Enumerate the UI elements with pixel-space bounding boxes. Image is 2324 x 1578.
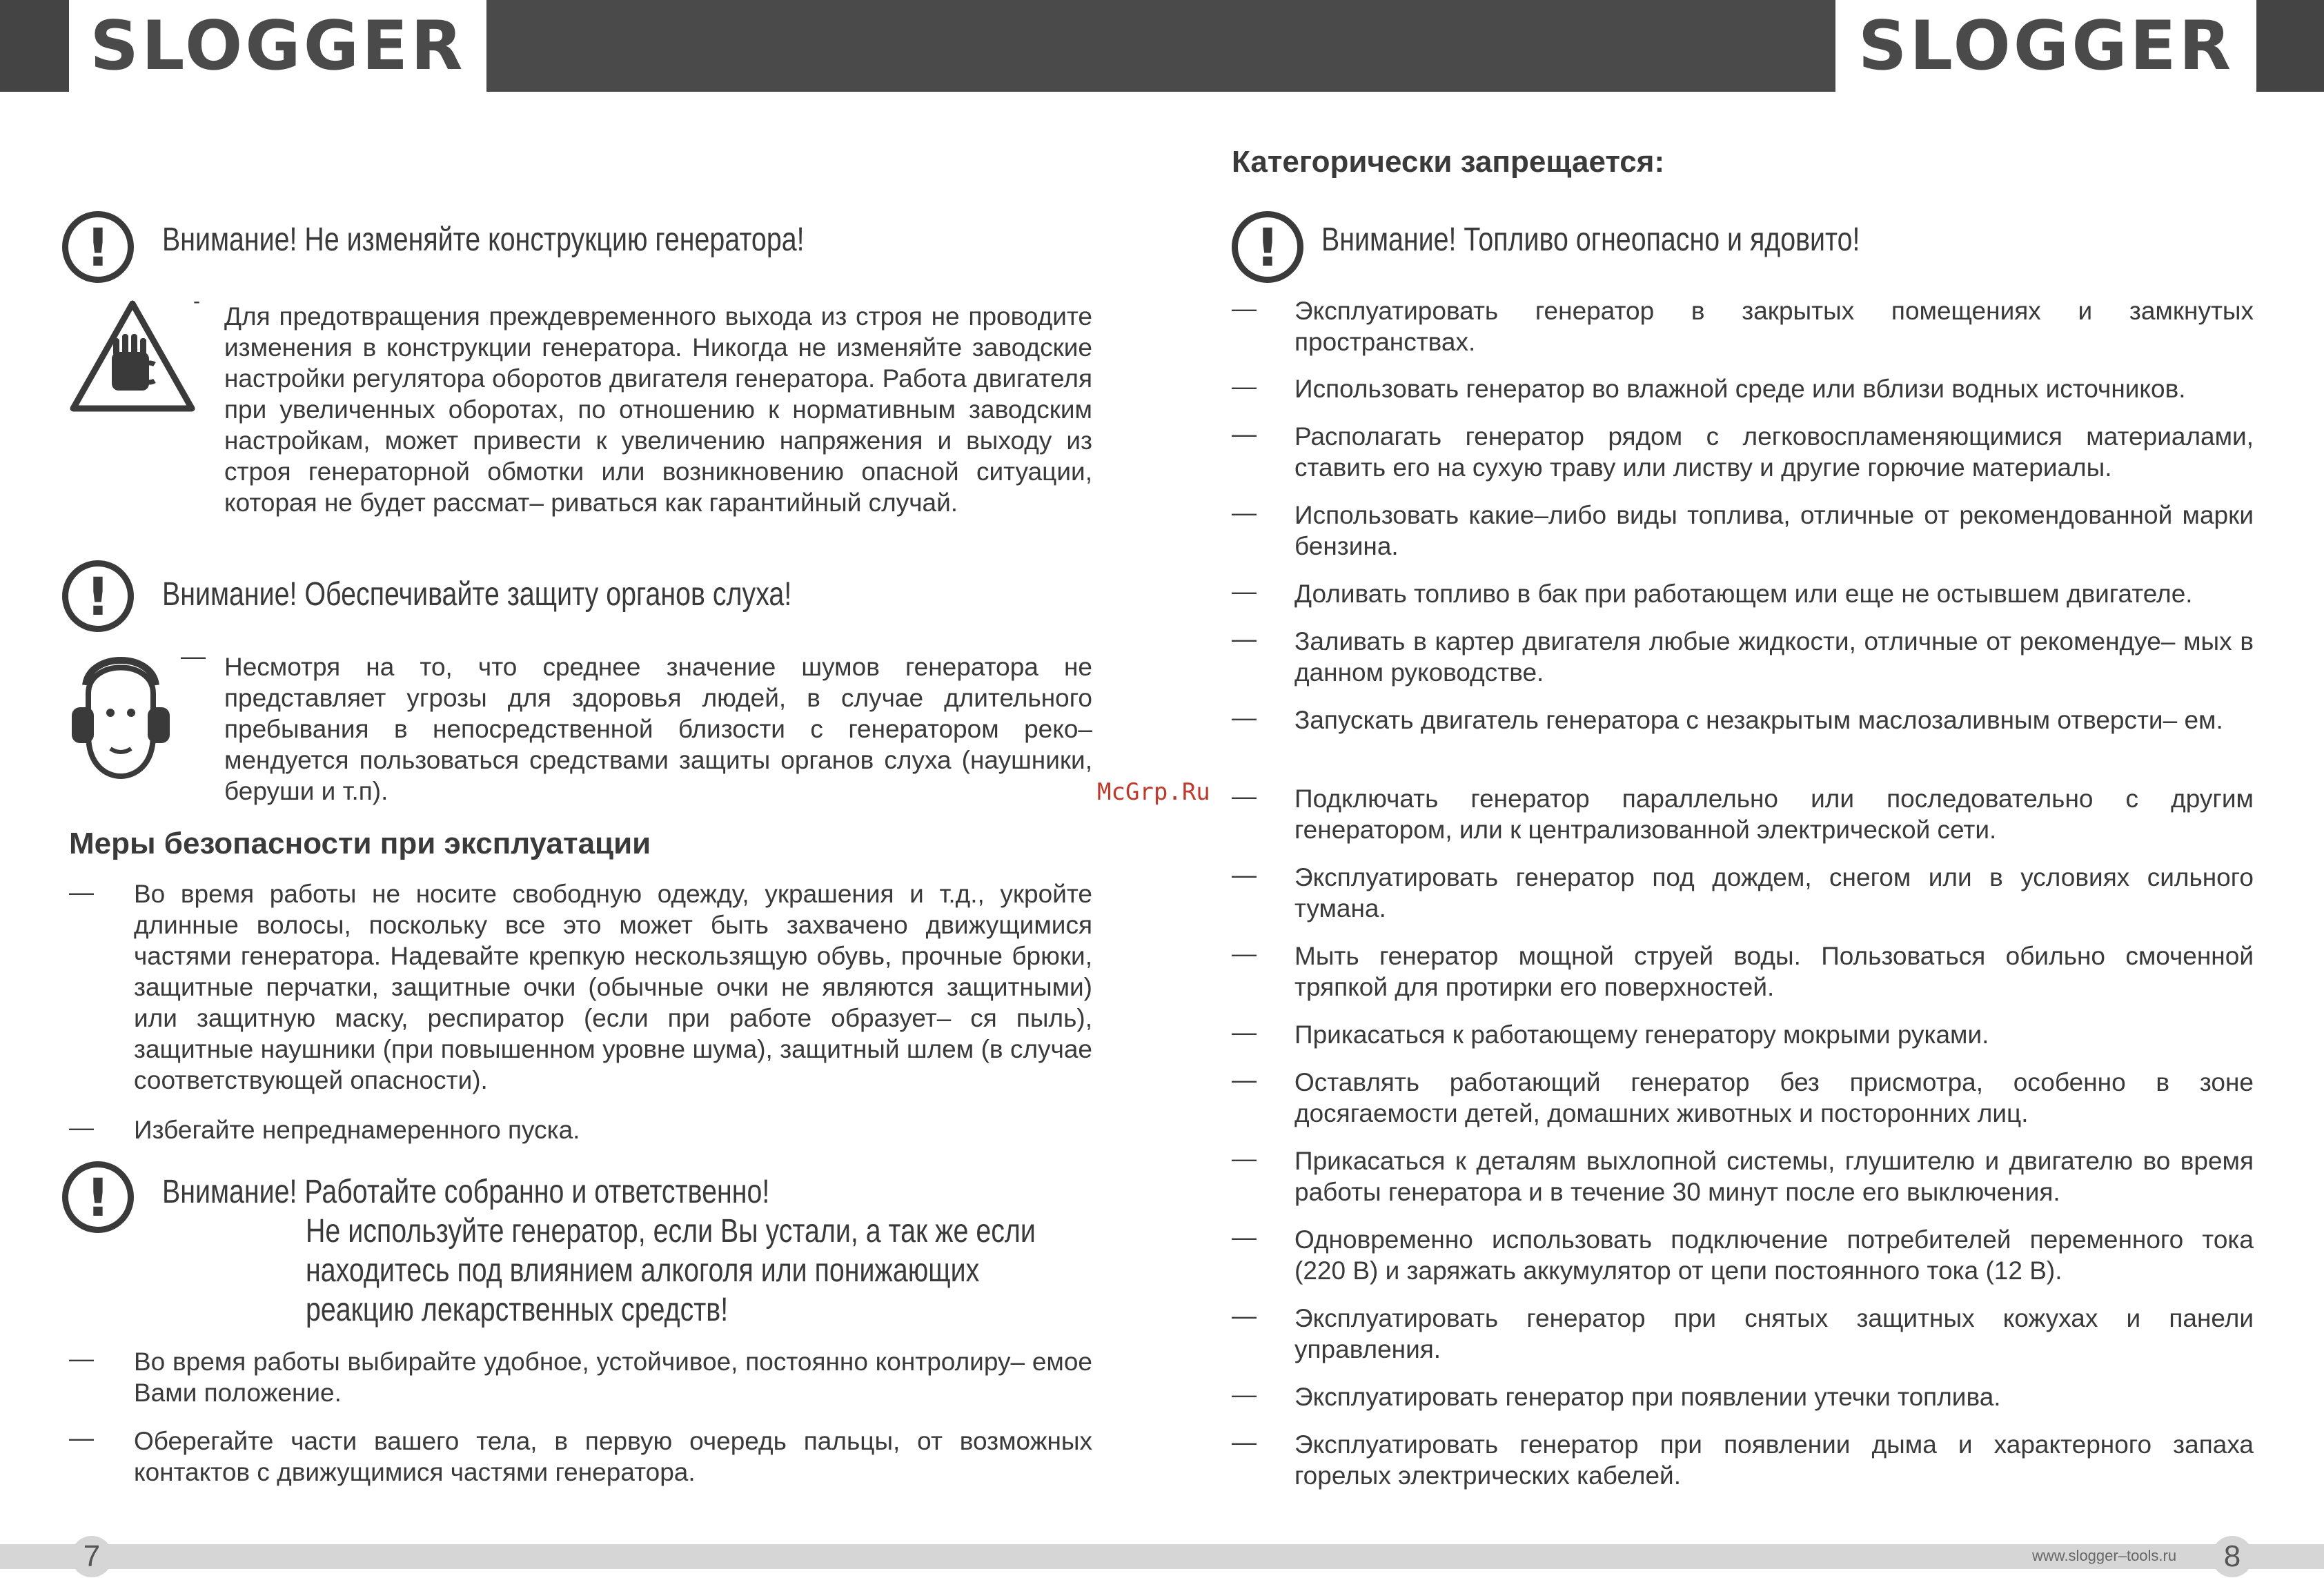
dash: — — [1232, 420, 1257, 448]
warning-line: реакцию лекарственных средств! — [306, 1292, 729, 1328]
dash: — — [1232, 703, 1257, 731]
page-number-left: 7 — [71, 1536, 112, 1577]
list-item: Прикасаться к деталям выхлопной системы, глушителю и двигателю во время работы генератора и в течение 30 минут после его выключения. — [1294, 1147, 2254, 1206]
header-bar — [486, 0, 1835, 92]
list-item: Запускать двигатель генератора с незакрытым маслозаливным отверсти– ем. — [1294, 706, 2223, 734]
footer-url[interactable]: www.slogger–tools.ru — [2032, 1547, 2177, 1564]
dash: — — [1232, 860, 1257, 889]
logo-right: SLOGGER — [1835, 0, 2256, 92]
list-item: Эксплуатировать генератор при появлении утечки топлива. — [1294, 1383, 2001, 1411]
list-item: Прикасаться к работающему генератору мокрыми руками. — [1294, 1020, 1989, 1049]
warning-line: находитесь под влиянием алкоголя или понижающих — [306, 1252, 980, 1289]
exclamation-circle-icon: ! — [62, 211, 134, 283]
dash: — — [1232, 1428, 1257, 1456]
dash: — — [69, 1423, 94, 1452]
warning-title-modification: Внимание! Не изменяйте конструкцию генератора! — [162, 221, 805, 258]
watermark: McGrp.Ru — [1097, 778, 1210, 806]
warning-title-fuel: Внимание! Топливо огнеопасно и ядовито! — [1321, 221, 1860, 258]
ear-protection-icon — [69, 652, 173, 780]
dash: — — [1232, 1223, 1257, 1251]
list-item: Заливать в картер двигателя любые жидкости, отличные от рекомендуе– мых в данном руководстве. — [1294, 627, 2254, 687]
bullet: — — [181, 642, 206, 670]
page-number-right: 8 — [2212, 1536, 2253, 1577]
list-item: Использовать генератор во влажной среде или вблизи водных источников. — [1294, 375, 2186, 403]
section-title-prohibited: Категорически запрещается: — [1232, 145, 1665, 179]
list-item: Мыть генератор мощной струей воды. Пользоваться обильно смоченной тряпкой для протирки его поверхностей. — [1294, 942, 2254, 1001]
warning1-text: Для предотвращения преждевременного выхода из строя не проводите изменения в конструкции генератора. Никогда не изменяйте заводские настройки регулятора оборотов двигателя генератора. Работа двигателя при увеличенных оборотах, по отношению к нормативным заводским настройкам, может привести к увеличению напряжения и выходу из строя генераторной обмотки или возникновению опасной ситуации, которая не будет рассмат– риваться как гарантийный случай. — [224, 302, 1092, 517]
dash: — — [1232, 1301, 1257, 1330]
list-item: Во время работы выбирайте удобное, устойчивое, постоянно контролиру– емое Вами положение. — [134, 1348, 1092, 1407]
dash: — — [1232, 782, 1257, 810]
header-edge-right — [2256, 0, 2324, 92]
list-item: Эксплуатировать генератор под дождем, снегом или в условиях сильного тумана. — [1294, 863, 2254, 923]
list-item: Избегайте непреднамеренного пуска. — [134, 1116, 580, 1144]
dash: — — [1232, 577, 1257, 605]
logo-left: SLOGGER — [69, 0, 486, 92]
warning-title-responsible: Внимание! Работайте собранно и ответственно! — [162, 1174, 770, 1210]
dash: — — [1232, 1380, 1257, 1408]
list-item: Оберегайте части вашего тела, в первую очередь пальцы, от возможных контактов с движущимися частями генератора. — [134, 1427, 1092, 1486]
dash: — — [69, 1113, 94, 1141]
list-item: Располагать генератор рядом с легковоспламеняющимися материалами, ставить его на сухую траву или листву и другие горючие материалы. — [1294, 422, 2254, 482]
dash: — — [1232, 498, 1257, 526]
exclamation-circle-icon: ! — [62, 1161, 134, 1233]
dash: — — [1232, 1065, 1257, 1094]
list-item: Эксплуатировать генератор в закрытых помещениях и замкнутых пространствах. — [1294, 297, 2254, 356]
no-modification-hand-icon — [69, 298, 197, 414]
list-item: Эксплуатировать генератор при снятых защитных кожухах и панели управления. — [1294, 1304, 2254, 1363]
dash: — — [1232, 624, 1257, 653]
list-item: Одновременно использовать подключение потребителей переменного тока (220 В) и заряжать аккумулятор от цепи постоянного тока (12 В). — [1294, 1225, 2254, 1285]
dash: — — [1232, 372, 1257, 400]
bullet: - — [193, 290, 200, 313]
list-item: Оставлять работающий генератор без присмотра, особенно в зоне досягаемости детей, домашних животных и посторонних лиц. — [1294, 1068, 2254, 1127]
dash: — — [1232, 939, 1257, 967]
list-item: Доливать топливо в бак при работающем или еще не остывшем двигателе. — [1294, 580, 2193, 608]
dash: — — [69, 1344, 94, 1372]
dash: — — [1232, 1144, 1257, 1172]
warning2-text: Несмотря на то, что среднее значение шумов генератора не представляет угрозы для здоровья людей, в случае длительного пребывания в непосредственной близости с генератором реко– мендуется пользоваться средствами защиты органов слуха (наушники, беруши и т.п). — [224, 653, 1092, 805]
header-edge-left — [0, 0, 69, 92]
dash: — — [1232, 1018, 1257, 1046]
footer-bar — [0, 1544, 2324, 1569]
list-item: Подключать генератор параллельно или последовательно с другим генератором, или к централизованной электрической сети. — [1294, 785, 2254, 844]
section-title-safety: Меры безопасности при эксплуатации — [69, 827, 651, 860]
dash: — — [1232, 294, 1257, 322]
list-item: Во время работы не носите свободную одежду, украшения и т.д., укройте длинные волосы, поскольку все это может быть захвачено движущимися частями генератора. Надевайте крепкую нескользящую обувь, прочные брюки, защитные перчатки, защитные очки (обычные очки не являются защитными) или защитную маску, респиратор (если при работе образует– ся пыль), защитные наушники (при повышенном уровне шума), защитный шлем (в случае соответствующей опасности). — [134, 880, 1092, 1094]
dash: — — [69, 878, 94, 906]
list-item: Использовать какие–либо виды топлива, отличные от рекомендованной марки бензина. — [1294, 501, 2254, 560]
exclamation-circle-icon: ! — [62, 560, 134, 632]
list-item: Эксплуатировать генератор при появлении дыма и характерного запаха горелых электрических кабелей. — [1294, 1430, 2254, 1490]
warning-title-hearing: Внимание! Обеспечивайте защиту органов слуха! — [162, 576, 792, 613]
exclamation-circle-icon: ! — [1232, 211, 1303, 283]
warning-line: Не используйте генератор, если Вы устали, а так же если — [306, 1213, 1036, 1250]
